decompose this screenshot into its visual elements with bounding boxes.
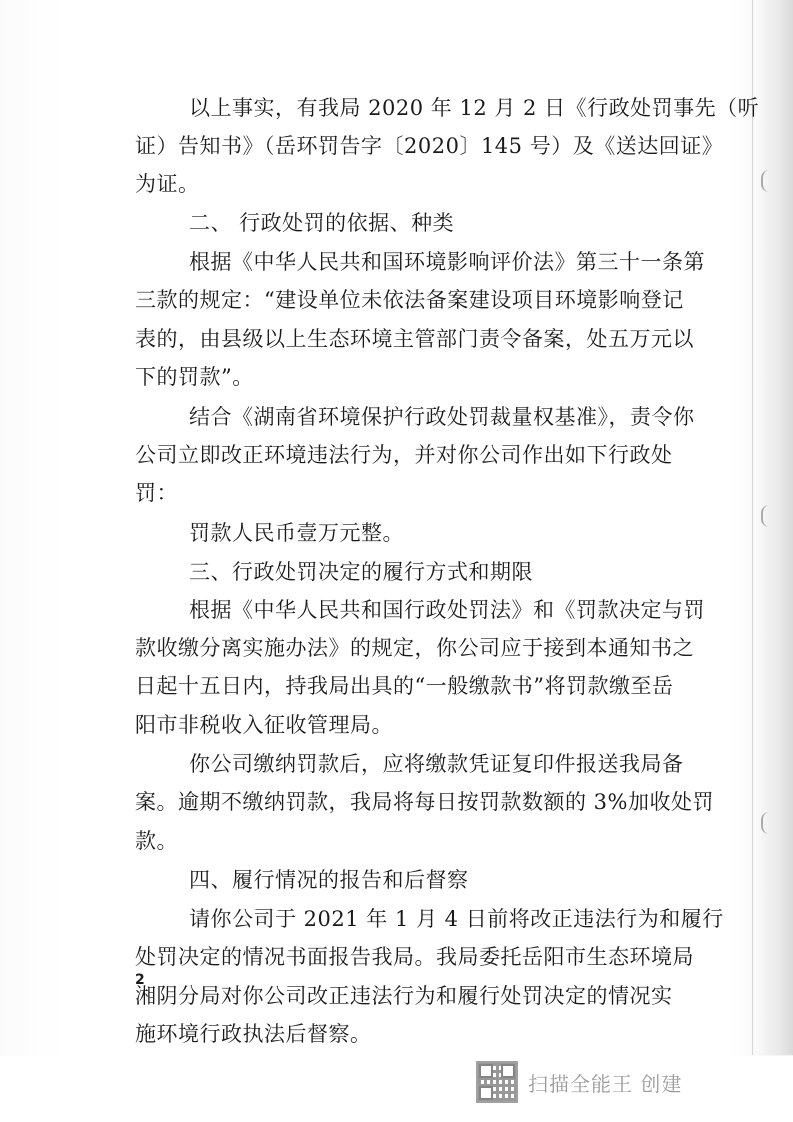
- binding-clip-mark: [761, 170, 779, 192]
- text-line: 日起十五日内，持我局出具的“一般缴款书”将罚款缴至岳: [135, 674, 674, 698]
- text-line: 罚：: [135, 481, 178, 505]
- binding-clip-mark: [761, 505, 779, 527]
- text-line: 为证。: [135, 172, 200, 196]
- section-heading: 四、履行情况的报告和后督察: [189, 868, 469, 892]
- text-line: 根据《中华人民共和国环境影响评价法》第三十一条第: [189, 250, 705, 274]
- section-heading: 三、行政处罚决定的履行方式和期限: [189, 560, 533, 584]
- page-number: 2: [135, 972, 145, 988]
- text-line: 罚款人民币壹万元整。: [189, 521, 404, 545]
- text-line: 案。逾期不缴纳罚款，我局将每日按罚款数额的 3%加收处罚: [135, 790, 714, 814]
- text-line: 湘阴分局对你公司改正违法行为和履行处罚决定的情况实: [135, 984, 673, 1008]
- text-line: 施环境行政执法后督察。: [135, 1022, 372, 1046]
- binding-clip-mark: [761, 812, 779, 834]
- page-edge-shadow: [759, 0, 793, 1055]
- text-line: 根据《中华人民共和国行政处罚法》和《罚款决定与罚: [189, 598, 705, 622]
- text-line: 公司立即改正环境违法行为，并对你公司作出如下行政处: [135, 443, 673, 467]
- text-line: 你公司缴纳罚款后，应将缴款凭证复印件报送我局备: [189, 752, 684, 776]
- text-line: 阳市非税收入征收管理局。: [135, 713, 393, 737]
- scanner-watermark: [476, 1062, 682, 1102]
- section-heading: 二、 行政处罚的依据、种类: [189, 211, 455, 235]
- watermark-text: 扫描全能王 创建: [528, 1071, 683, 1096]
- qr-code-icon: [476, 1061, 518, 1103]
- text-line: 表的，由县级以上生态环境主管部门责令备案，处五万元以: [135, 327, 694, 351]
- text-line: 以上事实，有我局 2020 年 12 月 2 日《行政处罚事先（听: [189, 96, 760, 120]
- text-line: 请你公司于 2021 年 1 月 4 日前将改正违法行为和履行: [189, 907, 724, 931]
- page-edge-line: [752, 0, 753, 1055]
- text-line: 三款的规定：“建设单位未依法备案建设项目环境影响登记: [135, 288, 684, 312]
- text-line: 下的罚款”。: [135, 365, 254, 389]
- text-line: 款。: [135, 829, 178, 853]
- text-line: 结合《湖南省环境保护行政处罚裁量权基准》，责令你: [189, 405, 695, 429]
- text-line: 款收缴分离实施办法》的规定，你公司应于接到本通知书之: [135, 636, 694, 660]
- text-line: 证）告知书》（岳环罚告字〔2020〕145 号）及《送达回证》: [135, 134, 724, 158]
- text-line: 处罚决定的情况书面报告我局。我局委托岳阳市生态环境局: [135, 945, 694, 969]
